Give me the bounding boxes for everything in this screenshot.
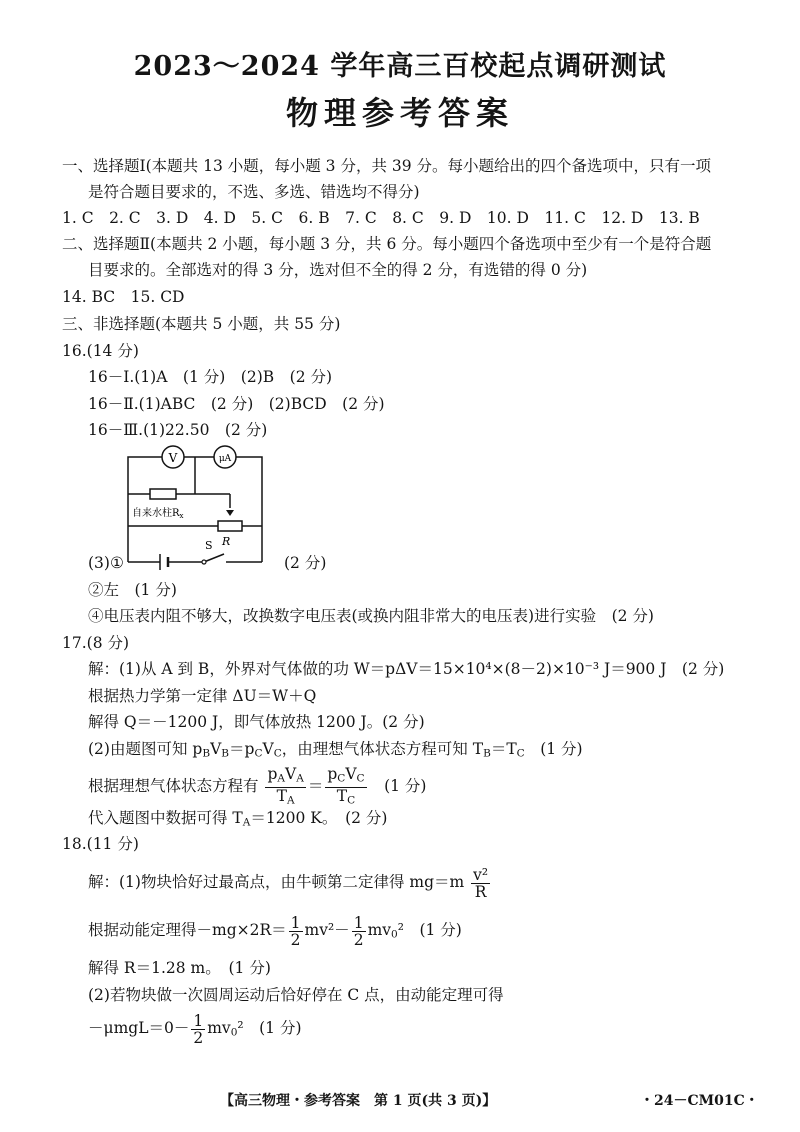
q17-line3: 解得 Q＝－1200 J，即气体放热 1200 J。(2 分) (88, 713, 425, 731)
switch-contact (202, 560, 206, 564)
document-title: 2023～2024 学年高三百校起点调研测试 (133, 51, 667, 82)
section1-heading-line2: 是符合题目要求的，不选、多选、错选均不得分) (88, 183, 420, 201)
q18-line2: 根据动能定理得－mg×2R＝ $\frac{1}{2}$ mv²－ $\frac{1}{2}$ $mv_0^2$ (1 分) (88, 913, 462, 949)
section3-heading: 三、非选择题(本题共 5 小题，共 55 分) (62, 315, 341, 333)
q17-line4: (2)由题图可知 $p_BV_B=p_CV_C$，由理想气体状态方程可知 $T_B=T_C$ (1 分) (88, 740, 583, 760)
footer-page-info: 【高三物理・参考答案 第 1 页(共 3 页)】 (220, 1093, 497, 1109)
q16-part3: 16－Ⅲ.(1)22.50 (2 分) (88, 421, 268, 439)
footer-code: ・24－CM01C・ (640, 1093, 759, 1109)
q17-line1: 解：(1)从 A 到 B，外界对气体做的功 W＝pΔV＝15×10⁴×(8－2)×10⁻³ J＝900 J (2 分) (88, 660, 725, 678)
switch-label: S (205, 539, 213, 552)
water-column-resistor (150, 489, 176, 499)
water-column-resistor-label: 自来水柱$R_x$ (132, 508, 184, 520)
q18-line3: 解得 R＝1.28 m。 (1 分) (88, 959, 271, 977)
q17-line5: 根据理想气体状态方程有 $\frac{p_AV_A}{T_A}$ ＝ $\frac{p_CV_C}{T_C}$ (1 分) (88, 765, 427, 807)
document-subtitle: 物理参考答案 (285, 94, 514, 132)
rheostat-slider-arrow (226, 510, 234, 516)
q16-part3-item2: ②左 (1 分) (88, 581, 177, 599)
microammeter-label: μA (218, 454, 232, 464)
q18-line4: (2)若物块做一次圆周运动后恰好停在 C 点，由动能定理可得 (88, 986, 504, 1004)
fraction-pa-va-over-ta: $\frac{p_AV_A}{T_A}$ (267, 765, 304, 807)
q18-line1: 解：(1)物块恰好过最高点，由牛顿第二定律得 mg＝m $\frac{\text{v²}}{R}$ (88, 865, 489, 901)
rheostat-label: R (222, 535, 231, 548)
section2-heading-line1: 二、选择题Ⅱ(本题共 2 小题，每小题 3 分，共 6 分。每小题四个备选项中至少有一个是符合题 (62, 235, 712, 253)
fraction-one-half: $\frac{1}{2}$ (353, 913, 364, 949)
fraction-v2-over-r: $\frac{\text{v²}}{R}$ (473, 865, 489, 901)
q18-line5: －μmgL＝0－ $\frac{1}{2}$ $mv_0^2$ (1 分) (88, 1011, 302, 1047)
q16-part3-item3: (3)① (88, 554, 124, 572)
q18-heading: 18.(11 分) (62, 835, 139, 853)
q17-line2: 根据热力学第一定律 ΔU＝W＋Q (88, 687, 317, 705)
section2-answers: 14. BC 15. CD (62, 288, 185, 306)
section1-heading-line1: 一、选择题Ⅰ(本题共 13 小题，每小题 3 分，共 39 分。每小题给出的四个备选项中，只有一项 (62, 157, 712, 175)
fraction-one-half: $\frac{1}{2}$ (290, 913, 301, 949)
q16-heading: 16.(14 分) (62, 342, 139, 360)
section1-answers: 1. C 2. C 3. D 4. D 5. C 6. B 7. C 8. C 9. D 10. D 11. C 12. D 13. B (62, 209, 700, 227)
section2-heading-line2: 目要求的。全部选对的得 3 分，选对但不全的得 2 分，有选错的得 0 分) (88, 261, 588, 279)
q17-heading: 17.(8 分) (62, 634, 130, 652)
q16-part3-item3-score: (2 分) (284, 554, 327, 572)
voltmeter-label: V (168, 451, 178, 465)
fraction-pc-vc-over-tc: $\frac{p_CV_C}{T_C}$ (327, 765, 365, 807)
q17-line6: 代入题图中数据可得 $T_A=1200$ K。 (2 分) (88, 809, 388, 829)
rheostat-symbol (218, 521, 242, 531)
circuit-diagram (120, 436, 280, 572)
q16-part2: 16－Ⅱ.(1)ABC (2 分) (2)BCD (2 分) (88, 395, 385, 413)
q16-part3-item4: ④电压表内阻不够大，改换数字电压表(或换内阻非常大的电压表)进行实验 (2 分) (88, 607, 654, 625)
fraction-one-half: $\frac{1}{2}$ (193, 1011, 204, 1047)
q16-part1: 16－Ⅰ.(1)A (1 分) (2)B (2 分) (88, 368, 333, 386)
